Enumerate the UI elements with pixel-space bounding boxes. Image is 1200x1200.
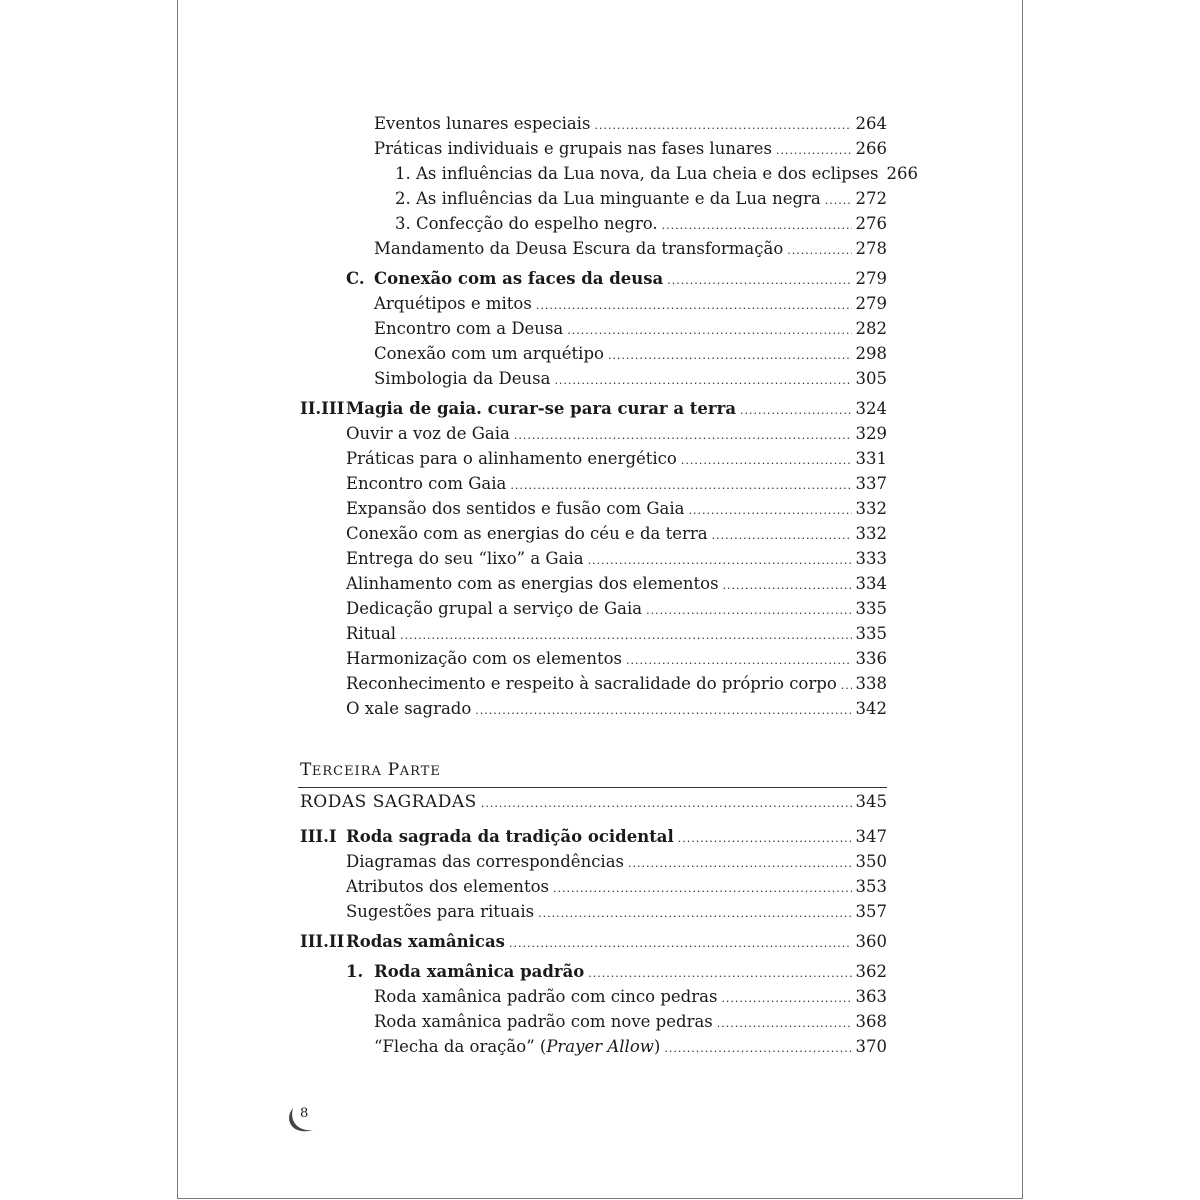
toc-entry xyxy=(395,162,918,186)
toc-entry xyxy=(300,790,887,814)
toc-entry-page: 335 xyxy=(855,599,887,618)
toc-entry-page: 282 xyxy=(855,319,887,338)
toc-entry-title: Magia de gaia. curar-se para curar a terra xyxy=(346,399,737,418)
toc-entry xyxy=(300,397,887,421)
toc-entry-page: 362 xyxy=(855,962,887,981)
toc-entry-page: 324 xyxy=(855,399,887,418)
toc-entry xyxy=(346,422,887,446)
dot-leader xyxy=(514,422,852,446)
dot-leader xyxy=(776,137,852,161)
toc-entry xyxy=(395,212,887,236)
toc-entry-title: Expansão dos sentidos e fusão com Gaia xyxy=(346,499,685,518)
toc-entry-page: 338 xyxy=(855,674,887,693)
toc-entry-number: C. xyxy=(346,269,365,288)
dot-leader xyxy=(554,367,851,391)
toc-entry-title: 1. As influências da Lua nova, da Lua cheia e dos eclipses xyxy=(395,164,879,183)
toc-entry-page: 337 xyxy=(855,474,887,493)
toc-entry-page: 335 xyxy=(855,624,887,643)
toc-entry-title: Encontro com a Deusa xyxy=(374,319,564,338)
toc-entry-page: 276 xyxy=(855,214,887,233)
toc-entry-page: 357 xyxy=(855,902,887,921)
dot-leader xyxy=(662,212,852,236)
toc-entry-title: Conexão com as faces da deusa xyxy=(374,269,664,288)
toc-entry-page: 298 xyxy=(855,344,887,363)
toc-entry-title: Entrega do seu “lixo” a Gaia xyxy=(346,549,584,568)
dot-leader xyxy=(825,187,852,211)
dot-leader xyxy=(481,790,852,814)
part-heading: TERCEIRA PARTE xyxy=(300,760,441,780)
toc-entry-title: Roda xamânica padrão com cinco pedras xyxy=(374,987,718,1006)
toc-entry-title: Práticas para o alinhamento energético xyxy=(346,449,677,468)
dot-leader xyxy=(678,825,852,849)
toc-entry xyxy=(346,900,887,924)
dot-leader xyxy=(536,292,852,316)
toc-entry-page: 353 xyxy=(855,877,887,896)
toc-entry-title: Alinhamento com as energias dos elementos xyxy=(346,574,719,593)
toc-entry xyxy=(374,292,887,316)
toc-entry xyxy=(346,672,887,696)
dot-leader xyxy=(553,875,852,899)
dot-leader xyxy=(509,930,852,954)
toc-entry-title: Simbologia da Deusa xyxy=(374,369,551,388)
toc-entry-page: 336 xyxy=(855,649,887,668)
toc-entry-page: 363 xyxy=(855,987,887,1006)
heading-rule xyxy=(298,787,887,788)
toc-entry xyxy=(300,825,887,849)
toc-entry-title: Ritual xyxy=(346,624,397,643)
toc-entry xyxy=(346,472,887,496)
toc-entry xyxy=(374,137,887,161)
toc-entry-title: Atributos dos elementos xyxy=(346,877,549,896)
toc-entry xyxy=(374,112,887,136)
toc-entry-title: Roda xamânica padrão xyxy=(374,962,585,981)
toc-entry xyxy=(346,875,887,899)
toc-entry-page: 266 xyxy=(855,139,887,158)
toc-entry-title: Reconhecimento e respeito à sacralidade do próprio corpo xyxy=(346,674,837,693)
toc-entry xyxy=(374,237,887,261)
toc-entry-title: Dedicação grupal a serviço de Gaia xyxy=(346,599,643,618)
toc-entry xyxy=(346,522,887,546)
toc-entry-title: Roda xamânica padrão com nove pedras xyxy=(374,1012,713,1031)
toc-entry-title: “Flecha da oração” (Prayer Allow) xyxy=(374,1037,661,1056)
toc-entry xyxy=(346,447,887,471)
dot-leader xyxy=(567,317,851,341)
toc-entry-page: 331 xyxy=(855,449,887,468)
toc-entry-page: 334 xyxy=(855,574,887,593)
dot-leader xyxy=(667,267,851,291)
toc-entry-title: O xale sagrado xyxy=(346,699,472,718)
page-number: 8 xyxy=(300,1106,309,1121)
dot-leader xyxy=(510,472,851,496)
toc-entry-title: Eventos lunares especiais xyxy=(374,114,591,133)
toc-entry xyxy=(346,597,887,621)
toc-entry-title: Encontro com Gaia xyxy=(346,474,507,493)
toc-entry-title-italic: Prayer Allow xyxy=(546,1037,654,1056)
toc-entry-page: 305 xyxy=(855,369,887,388)
dot-leader xyxy=(588,960,851,984)
toc-entry xyxy=(346,497,887,521)
toc-entry-title: 2. As influências da Lua minguante e da Lua negra xyxy=(395,189,821,208)
toc-entry-title: Conexão com um arquétipo xyxy=(374,344,604,363)
toc-entry xyxy=(346,547,887,571)
toc-entry-page: 279 xyxy=(855,269,887,288)
dot-leader xyxy=(626,647,852,671)
toc-entry-page: 329 xyxy=(855,424,887,443)
toc-entry-number: III.II xyxy=(300,932,345,951)
toc-entry xyxy=(374,317,887,341)
dot-leader xyxy=(721,985,851,1009)
dot-leader xyxy=(608,342,852,366)
toc-entry-page: 342 xyxy=(855,699,887,718)
dot-leader xyxy=(588,547,852,571)
toc-entry-page: 347 xyxy=(855,827,887,846)
dot-leader xyxy=(664,1035,851,1059)
toc-entry-page: 278 xyxy=(855,239,887,258)
toc-entry xyxy=(374,1035,887,1059)
dot-leader xyxy=(688,497,851,521)
dot-leader xyxy=(712,522,852,546)
toc-entry-number: 1. xyxy=(346,962,364,981)
toc-entry-title: RODAS SAGRADAS xyxy=(300,792,477,812)
dot-leader xyxy=(841,672,852,696)
toc-entry xyxy=(374,342,887,366)
toc-entry-title: Ouvir a voz de Gaia xyxy=(346,424,510,443)
toc-entry-title: Práticas individuais e grupais nas fases lunares xyxy=(374,139,772,158)
toc-entry-page: 332 xyxy=(855,499,887,518)
dot-leader xyxy=(740,397,851,421)
toc-entry-title: Roda sagrada da tradição ocidental xyxy=(346,827,674,846)
toc-entry xyxy=(346,267,887,291)
toc-entry-title: 3. Confecção do espelho negro. xyxy=(395,214,658,233)
toc-entry xyxy=(346,647,887,671)
toc-entry xyxy=(300,930,887,954)
dot-leader xyxy=(717,1010,852,1034)
dot-leader xyxy=(681,447,852,471)
toc-entry-title: Mandamento da Deusa Escura da transformação xyxy=(374,239,784,258)
toc-entry-page: 266 xyxy=(886,164,918,183)
toc-entry-title: Conexão com as energias do céu e da terra xyxy=(346,524,708,543)
toc-entry-page: 272 xyxy=(855,189,887,208)
toc-entry-title: Harmonização com os elementos xyxy=(346,649,622,668)
dot-leader xyxy=(475,697,851,721)
toc-entry-page: 350 xyxy=(855,852,887,871)
toc-entry-page: 368 xyxy=(855,1012,887,1031)
toc-entry-title: Arquétipos e mitos xyxy=(374,294,532,313)
dot-leader xyxy=(646,597,851,621)
toc-entry-title: Sugestões para rituais xyxy=(346,902,535,921)
dot-leader xyxy=(787,237,851,261)
toc-entry xyxy=(346,622,887,646)
toc-entry xyxy=(395,187,887,211)
toc-entry xyxy=(346,697,887,721)
toc-entry xyxy=(346,572,887,596)
toc-entry-title: Diagramas das correspondências xyxy=(346,852,625,871)
toc-entry xyxy=(374,367,887,391)
toc-entry-page: 360 xyxy=(855,932,887,951)
toc-entry-page: 332 xyxy=(855,524,887,543)
dot-leader xyxy=(400,622,851,646)
toc-entry-page: 264 xyxy=(855,114,887,133)
toc-entry-number: II.III xyxy=(300,399,345,418)
toc-entry-page: 333 xyxy=(855,549,887,568)
toc-entry-page: 279 xyxy=(855,294,887,313)
toc-entry xyxy=(374,985,887,1009)
toc-entry xyxy=(346,850,887,874)
toc-entry-page: 370 xyxy=(855,1037,887,1056)
dot-leader xyxy=(594,112,851,136)
toc-entry-number: III.I xyxy=(300,827,337,846)
dot-leader xyxy=(538,900,851,924)
dot-leader xyxy=(628,850,851,874)
dot-leader xyxy=(723,572,852,596)
toc-entry xyxy=(346,960,887,984)
toc-entry-title: Rodas xamânicas xyxy=(346,932,505,951)
toc-entry xyxy=(374,1010,887,1034)
toc-entry-page: 345 xyxy=(855,792,887,811)
